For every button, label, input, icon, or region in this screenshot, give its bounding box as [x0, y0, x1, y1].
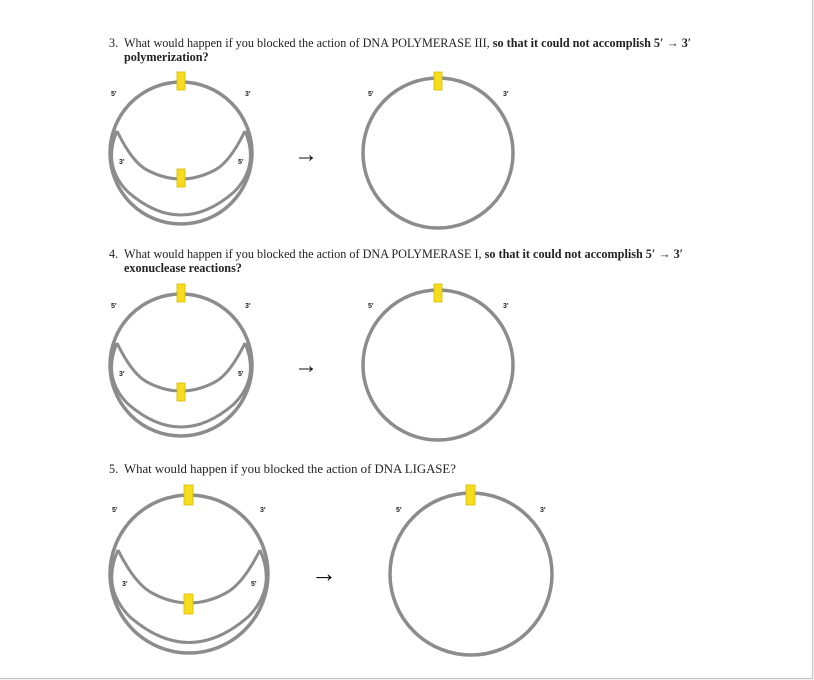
replication-diagram: [110, 72, 252, 224]
replication-marker: [177, 169, 185, 187]
replication-marker: [177, 383, 185, 401]
label-5-prime: 5': [112, 507, 118, 514]
label-3-prime: 3': [503, 303, 509, 310]
figure-q4: [100, 282, 530, 447]
label-3-prime: 3': [245, 91, 251, 98]
origin-marker: [466, 485, 475, 505]
label-5-prime: 5': [368, 303, 374, 310]
question-number: 3.: [109, 36, 119, 50]
replication-diagram: [110, 485, 268, 653]
arrow-icon: →: [294, 142, 318, 168]
origin-marker: [434, 284, 442, 302]
origin-marker: [184, 485, 193, 505]
label-5-prime: 5': [238, 371, 244, 378]
question-text: What would happen if you blocked the action of DNA LIGASE?: [124, 462, 456, 476]
label-5-prime: 5': [368, 91, 374, 98]
label-3-prime: 3': [122, 581, 128, 588]
label-3-prime: 3': [540, 507, 546, 514]
label-3-prime: 3': [119, 159, 125, 166]
label-5-prime: 5': [111, 303, 117, 310]
answer-diagram: [363, 72, 513, 228]
label-3-prime: 3': [245, 303, 251, 310]
answer-diagram: [390, 485, 552, 655]
label-3-prime: 3': [260, 507, 266, 514]
label-5-prime: 5': [396, 507, 402, 514]
answer-diagram: [363, 284, 513, 440]
origin-marker: [177, 72, 185, 90]
label-5-prime: 5': [251, 581, 257, 588]
replication-diagram: [110, 284, 252, 436]
label-3-prime: 3': [503, 91, 509, 98]
question-text-line2: polymerization?: [124, 50, 209, 64]
figure-q3: [100, 70, 530, 235]
origin-marker: [177, 284, 185, 302]
replication-marker: [184, 594, 193, 614]
question-number: 5.: [109, 462, 119, 476]
arrow-icon: →: [311, 559, 337, 588]
label-5-prime: 5': [238, 159, 244, 166]
question-text: What would happen if you blocked the action of DNA POLYMERASE I, so that it could not accomplish 5′ → 3′: [124, 247, 684, 261]
label-5-prime: 5': [111, 91, 117, 98]
origin-marker: [434, 72, 442, 90]
label-3-prime: 3': [119, 371, 125, 378]
figure-q5: [100, 482, 570, 667]
question-number: 4.: [109, 247, 119, 261]
question-text: What would happen if you blocked the action of DNA POLYMERASE III, so that it could not accomplish 5′ → 3′: [124, 36, 692, 50]
arrow-icon: →: [294, 353, 318, 379]
question-text-line2: exonuclease reactions?: [124, 261, 242, 275]
